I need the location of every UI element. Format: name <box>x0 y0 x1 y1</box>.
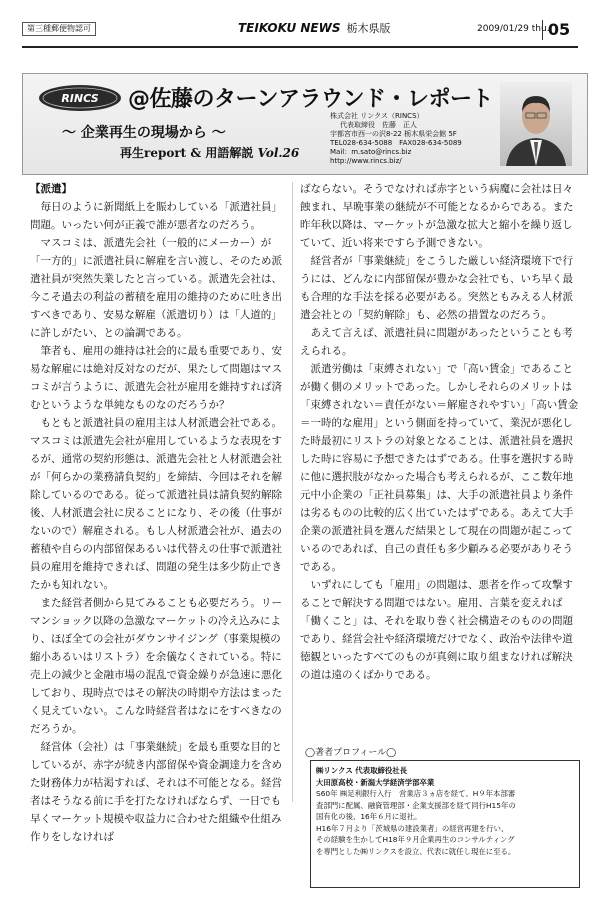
column-divider <box>292 182 293 802</box>
contact-url: http://www.rincs.biz/ <box>330 157 402 165</box>
article-paragraph: また経営者側から見てみることも必要だろう。リーマンショック以降の急激なマーケットの冷え込みにより、ほぼ全ての会社がダウンサイジング（事業規模の縮小あるいはリストラ）を余儀なくされている。特に売上の減少と金融市場の混乱で資金繰りが急速に悪化しており、現時点ではその解決の時期や方法はまったく見えていない。こんな時経営者はなにをすべきなのだろうか。 <box>30 597 282 735</box>
profile-line: を専門とした㈱リンクスを設立、代表に就任し現在に至る。 <box>316 846 516 856</box>
profile-line: H16年７月より「茨城県の建設業者」の経営再建を行い、 <box>316 823 509 833</box>
page-header <box>22 18 578 44</box>
article-paragraph: 毎日のように新聞紙上を賑わしている「派遣社員」問題。いったい何が正義で誰が悪者なのだろう。 <box>30 201 282 231</box>
article-paragraph: 経営者が「事業継続」をこうした厳しい経済環境下で行うには、どんなに内部留保が豊かな会社でも、いち早く最も合理的な手法を採る必要がある。突然ともみえる人材派遣会社との「契約解除」も、必然の措置なのだろう。 <box>300 255 573 321</box>
contact-phone: TEL028-634-5088 FAX028-634-5089 <box>330 139 462 147</box>
postal-permit-label: 第三種郵便物認可 <box>22 22 96 36</box>
article-paragraph: 筆者も、雇用の維持は社会的に最も重要であり、安易な解雇には絶対反対なのだが、果たして問題はマスコミが言うように、派遣先会社が雇用を維持すれば済むというような単純なものなのだろうか？ <box>30 345 282 411</box>
column-subtitle: 〜 企業再生の現場から 〜 <box>62 125 226 141</box>
article-paragraph: マスコミは、派遣先会社（一般的にメーカー）が「一方的」に派遣社員に解雇を言い渡し、そのため派遣社員が突然失業したと言っている。派遣先会社は、今こそ過去の利益の蓄積を雇用の維持のために吐き出すべきであり、安易な解雇（派遣切り）は「人道的」に許しがたい、との論調である。 <box>30 237 282 339</box>
profile-line: 国有化の後、16年６月に退社。 <box>316 812 422 821</box>
profile-line: ㈱リンクス 代表取締役社長 <box>316 766 408 775</box>
edition-label: 栃木県版 <box>346 22 391 35</box>
contact-mail: Mail：m.sato@rincs.biz <box>330 148 412 156</box>
author-photo <box>500 82 572 166</box>
column-title: @佐藤のターンアラウンド・レポート <box>128 87 494 112</box>
article-paragraph: もともと派遣社員の雇用主は人材派遣会社である。マスコミは派遣先会社が雇用しているような表現をするが、通常の契約形態は、派遣先会社と人材派遣会社が「何らかの業務請負契約」を締結、今回はそれを解除しているのである。従って派遣社員は請負契約解除後、人材派遣会社に戻ることになり、その後（仕事がないので）解雇される。もし人材派遣会社が、過去の蓄積や自らの内部留保あるいは代替えの仕事で派遣社員の雇用を維持できれば、問題の発生は多少防止できたかも知れない。 <box>30 417 282 591</box>
article-column-right <box>300 180 580 684</box>
profile-heading: ◯著者プロフィール◯ <box>305 748 397 758</box>
logo-text: RINCS <box>61 92 99 105</box>
profile-line: 査部門に配属、融資管理部・企業支援部を経て同行H15年の <box>316 800 516 810</box>
article-paragraph: いずれにしても「雇用」の問題は、悪者を作って攻撃することで解決する問題ではない。雇用、言葉を変えれば「働くこと」は、それを取り巻く社会構造そのものの問題であり、経営会社や経済環境だけでなく、政治や法律や道徳観といったすべてのものが真剣に取り組まなければ解決の道は遠のくばかりである。 <box>300 579 573 681</box>
series-name: 再生report & 用語解説 <box>120 146 254 160</box>
contact-address: 宇都宮市西一の沢8-22 栃木県栄会館 5F <box>330 130 457 138</box>
contact-block <box>330 112 462 166</box>
rincs-logo <box>37 83 123 113</box>
article-column-left <box>30 180 285 846</box>
profile-line: 大田原高校・新潟大学経済学部卒業 <box>316 777 435 787</box>
newspaper-masthead <box>238 20 391 36</box>
article-paragraph: 経営体（会社）は「事業継続」を最も重要な目的としているが、赤字が続き内部留保や資金調達力を含めた財務体力が枯渇すれば、それは不可能となる。経営者はそうなる前に手を打たなければならず、一日でも早くマーケット規模や収益力に合わせた組織や仕組み作りをしなければ <box>30 741 282 843</box>
section-heading: 【派遣】 <box>30 183 72 195</box>
series-label <box>120 144 299 161</box>
article-paragraph: ばならない。そうでなければ赤字という病魔に会社は日々蝕まれ、早晩事業の継続が不可能となるからである。また昨年秋以降は、マーケットが急激な拡大と縮小を繰り返していて、近い将来ですら予測できない。 <box>300 183 574 249</box>
contact-company: 株式会社 リンクス（RINCS） <box>330 112 424 120</box>
article-paragraph: あえて言えば、派遣社員に問題があったということも考えられる。 <box>300 327 573 357</box>
paper-name: TEIKOKU NEWS <box>238 21 341 35</box>
contact-person: 代表取締役 佐藤 正人 <box>340 121 417 129</box>
volume-number: Vol.26 <box>257 146 300 160</box>
profile-line: S60年 ㈱足利銀行入行 営業店３ヵ店を経て、H９年本部審 <box>316 789 516 798</box>
article-paragraph: 派遣労働は「束縛されない」で「高い賃金」であることが働く側のメリットであった。しかしそれらのメリットは「束縛されない＝責任がない＝解雇されやすい」「高い賃金＝一時的な雇用」という側面を持っていて、業況が悪化した時最初にリストラの対象となることは、派遣社員を選択した時に容易に予想できたはずである。仕事を選択する時に他に選択肢がなかった場合も考えられるが、ここ数年地元中小企業の「正社員募集」は、大手の派遣社員より条件は劣るものの比較的広く出ていたはずである。あえて大手企業の派遣社員を選んだ結果として現在の問題が起こっているのであれば、自己の責任も多少顧みる必要がありそうである。 <box>300 363 579 573</box>
profile-line: その経験を生かしてH18年９月企業再生のコンサルティング <box>316 835 515 844</box>
header-rule <box>22 46 578 48</box>
issue-date: 2009/01/29 thu. <box>477 24 550 34</box>
page-number: 05 <box>542 20 575 40</box>
author-profile-box <box>310 760 580 888</box>
